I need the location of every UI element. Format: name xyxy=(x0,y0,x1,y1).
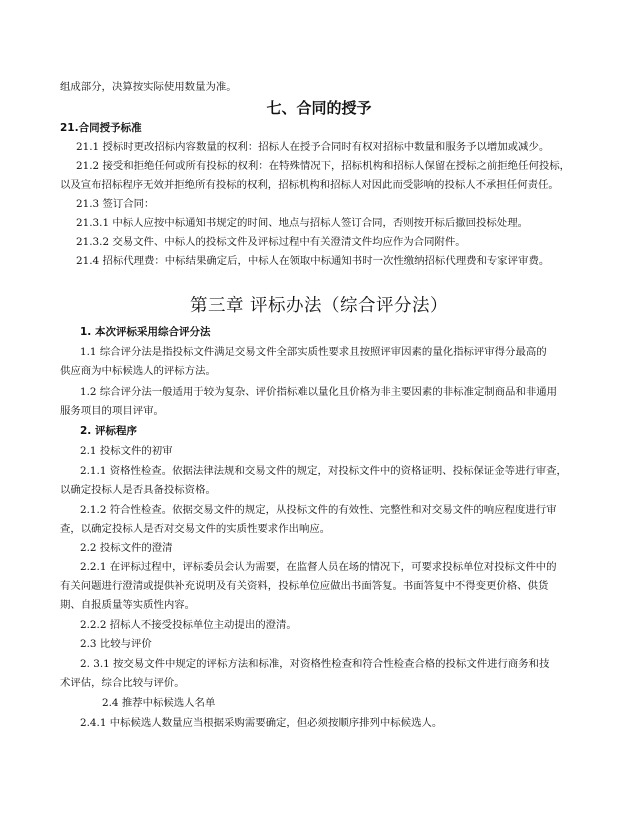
text-line: 21.2 接受和拒绝任何或所有投标的权利：在特殊情况下，招标机构和招标人保留在授标之前拒绝任何投标， xyxy=(76,160,571,172)
text-line: 有关问题进行澄清或提供补充说明及有关资料，投标单位应做出书面答复。书面答复中不得变更价格、供货 xyxy=(60,580,549,592)
text-line: 2.2.1 在评标过程中，评标委员会认为需要，在监督人员在场的情况下，可要求投标单位对投标文件中的 xyxy=(80,561,557,573)
text-line: 2.2.2 招标人不接受投标单位主动提出的澄清。 xyxy=(80,619,297,631)
text-line: 以及宣布招标程序无效并拒绝所有投标的权利，招标机构和招标人对因此而受影响的投标人不承担任何责任。 xyxy=(60,179,559,191)
item-heading: 1. 本次评标采用综合评分法 xyxy=(80,326,211,338)
text-line: 2.2 投标文件的澄清 xyxy=(80,542,173,554)
text-line: 术评估，综合比较与评价。 xyxy=(60,677,185,689)
text-line: 2. 3.1 按交易文件中规定的评标方法和标准，对资格性检查和符合性检查合格的投标文件进行商务和技 xyxy=(80,658,550,670)
text-line: 2.4 推荐中标候选人名单 xyxy=(102,697,216,709)
text-line: 2.4.1 中标候选人数量应当根据采购需要确定，但必须按顺序排列中标候选人。 xyxy=(80,717,443,729)
text-line: 供应商为中标候选人的评标方法。 xyxy=(60,365,216,377)
text-line: 服务项目的项目评审。 xyxy=(60,405,164,417)
clause-heading: 21.合同授予标准 xyxy=(60,122,142,134)
text-line: 21.3.1 中标人应按中标通知书规定的时间、地点与招标人签订合同，否则按开标后撤回投标处理。 xyxy=(76,217,528,229)
item-heading: 2. 评标程序 xyxy=(80,425,137,437)
text-line: 21.3 签订合同： xyxy=(76,198,155,210)
text-line: 2.3 比较与评价 xyxy=(80,638,152,650)
text-line: 组成部分，决算按实际使用数量为准。 xyxy=(60,81,237,93)
text-line: 期、自报质量等实质性内容。 xyxy=(60,599,196,611)
text-line: 2.1.1 资格性检查。依据法律法规和交易文件的规定，对投标文件中的资格证明、投标保证金等进行审查， xyxy=(80,465,567,477)
text-line: 查，以确定投标人是否对交易文件的实质性要求作出响应。 xyxy=(60,523,331,535)
text-line: 以确定投标人是否具备投标资格。 xyxy=(60,484,216,496)
text-line: 1.2 综合评分法一般适用于较为复杂、评价指标难以量化且价格为非主要因素的非标准定制商品和非通用 xyxy=(80,386,558,398)
text-line: 21.4 招标代理费：中标结果确定后，中标人在领取中标通知书时一次性缴纳招标代理费和专家评审费。 xyxy=(76,255,550,267)
text-line: 1.1 综合评分法是指投标文件满足交易文件全部实质性要求且按照评审因素的量化指标评审得分最高的 xyxy=(80,346,547,358)
chapter-title: 第三章 评标办法（综合评分法） xyxy=(189,296,449,316)
section-heading: 七、合同的授予 xyxy=(266,99,372,117)
text-line: 21.1 授标时更改招标内容数量的权利：招标人在授予合同时有权对招标中数量和服务予以增加或减少。 xyxy=(76,141,550,153)
text-line: 21.3.2 交易文件、中标人的投标文件及评标过程中有关澄清文件均应作为合同附件。 xyxy=(76,236,466,248)
text-line: 2.1 投标文件的初审 xyxy=(80,445,173,457)
text-line: 2.1.2 符合性检查。依据交易文件的规定，从投标文件的有效性、完整性和对交易文件的响应程度进行审 xyxy=(80,504,557,516)
